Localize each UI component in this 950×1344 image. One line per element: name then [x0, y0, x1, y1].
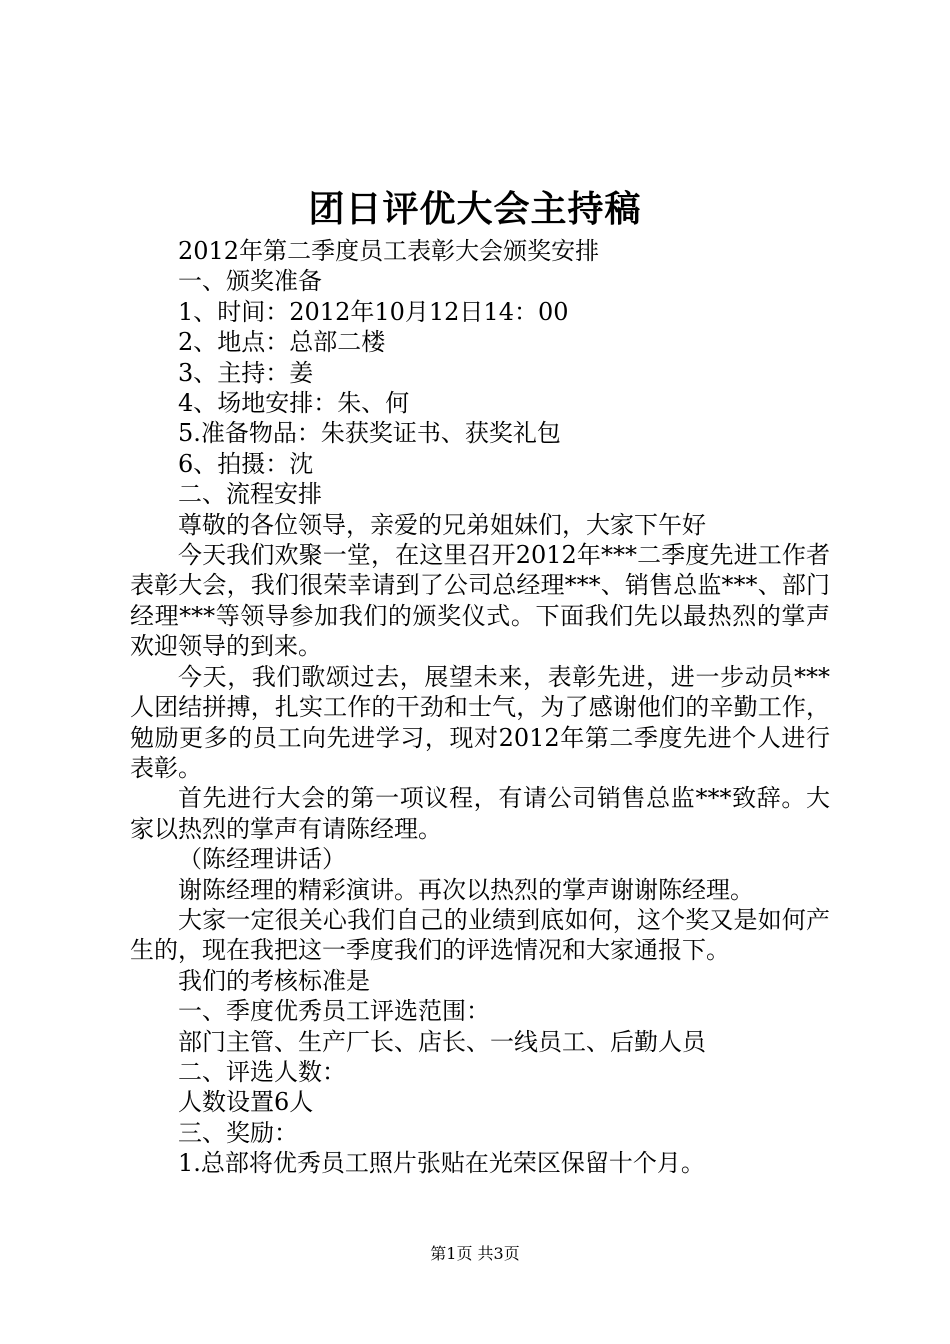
paragraph: 部门主管、生产厂长、店长、一线员工、后勤人员	[178, 1027, 706, 1056]
paragraph: 5.准备物品：朱获奖证书、获奖礼包	[178, 419, 561, 448]
document-title: 团日评优大会主持稿	[308, 188, 642, 230]
paragraph: 二、流程安排	[178, 480, 322, 509]
paragraph: 一、颁奖准备	[178, 267, 322, 296]
paragraph: 今天我们欢聚一堂，在这里召开2012年***二季度先进工作者表彰大会，我们很荣幸请到了公司总经理***、销售总监***、部门经理***等领导参加我们的颁奖仪式。下面我们先以最热烈的掌声欢迎领导的到来。	[130, 541, 830, 661]
paragraph: 4、场地安排：朱、何	[178, 389, 410, 418]
paragraph: 1、时间：2012年10月12日14：00	[178, 297, 569, 326]
paragraph: 2012年第二季度员工表彰大会颁奖安排	[178, 237, 600, 265]
paragraph: 首先进行大会的第一项议程，有请公司销售总监***致辞。大家以热烈的掌声有请陈经理。	[130, 784, 830, 843]
page-footer: 第1页 共3页	[430, 1244, 520, 1263]
paragraph: 二、评选人数：	[178, 1057, 346, 1086]
paragraph: 6、拍摄：沈	[178, 449, 314, 478]
paragraph: 一、季度优秀员工评选范围：	[178, 997, 490, 1026]
paragraph: 大家一定很关心我们自己的业绩到底如何，这个奖又是如何产生的，现在我把这一季度我们的评选情况和大家通报下。	[130, 905, 830, 965]
paragraph: 3、主持：姜	[178, 358, 314, 387]
paragraph: 尊敬的各位领导，亲爱的兄弟姐妹们，大家下午好	[178, 510, 706, 539]
paragraph: 我们的考核标准是	[178, 966, 370, 995]
paragraph: 今天，我们歌颂过去，展望未来，表彰先进，进一步动员***人团结拼搏，扎实工作的干劲和士气，为了感谢他们的辛勤工作，勉励更多的员工向先进学习，现对2012年第二季度先进个人进行表彰。	[130, 662, 830, 782]
document-body	[130, 236, 830, 1179]
paragraph: （陈经理讲话）	[178, 845, 346, 874]
paragraph: 1.总部将优秀员工照片张贴在光荣区保留十个月。	[178, 1149, 705, 1178]
paragraph: 三、奖励：	[178, 1118, 298, 1147]
paragraph: 谢陈经理的精彩演讲。再次以热烈的掌声谢谢陈经理。	[178, 875, 754, 904]
paragraph: 人数设置6人	[178, 1088, 314, 1117]
paragraph: 2、地点：总部二楼	[178, 328, 386, 357]
